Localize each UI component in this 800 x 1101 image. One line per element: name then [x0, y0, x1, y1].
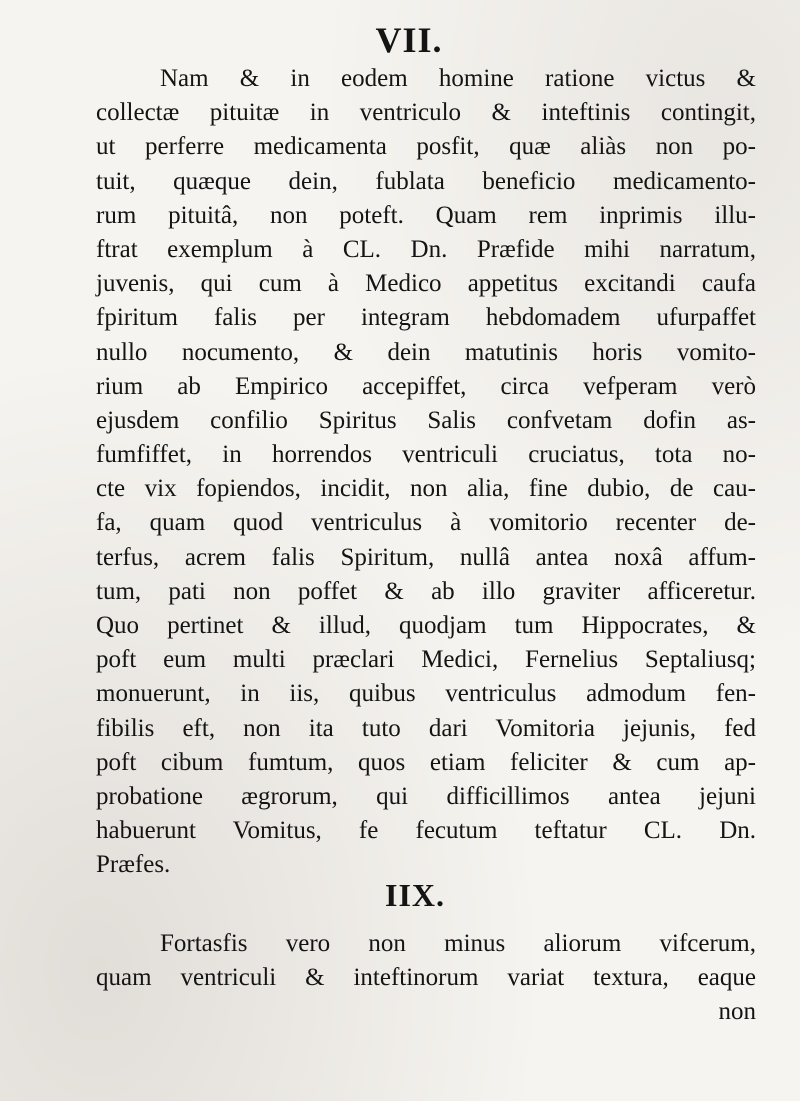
text-line: quam ventriculi & inteftinorum variat textura, eaque [96, 964, 756, 992]
text-line: Quo pertinet & illud, quodjam tum Hippocrates, & [96, 612, 756, 639]
text-line: fa, quam quod ventriculus à vomitorio recenter de- [96, 509, 756, 537]
text-line: probatione ægrorum, qui difficillimos antea jejuni [96, 782, 756, 810]
text-line: tum, pati non poffet & ab illo graviter afficeretur. [96, 577, 756, 605]
text-line: juvenis, qui cum à Medico appetitus excitandi caufa [96, 270, 756, 298]
text-line: Præfes. [96, 851, 171, 879]
section-iix-text [96, 931, 756, 1034]
text-line: rum pituitâ, non poteft. Quam rem inprimis illu- [96, 201, 756, 229]
section-number-vii: VII. [375, 20, 443, 60]
section-number-iix: IIX. [384, 877, 445, 913]
text-line: ftrat exemplum à CL. Dn. Præfide mihi narratum, [96, 235, 756, 263]
text-line: fumfiffet, in horrendos ventriculi cruciatus, tota no- [96, 441, 756, 469]
text-line: nullo nocumento, & dein matutinis horis vomito- [96, 338, 756, 366]
text-line: terfus, acrem falis Spiritum, nullâ antea noxâ affum- [96, 543, 756, 571]
text-line: collectæ pituitæ in ventriculo & inteftinis contingit, [96, 99, 756, 127]
text-line: ut perferre medicamenta posfit, quæ aliàs non po- [96, 133, 756, 161]
text-line: monuerunt, in iis, quibus ventriculus admodum fen- [96, 680, 756, 708]
text-line: poft cibum fumtum, quos etiam feliciter & cum ap- [96, 748, 756, 776]
text-line: cte vix fopiendos, incidit, non alia, fine dubio, de cau- [96, 475, 756, 503]
text-line: ejusdem confilio Spiritus Salis confvetam dofin as- [96, 406, 756, 434]
text-line: Nam & in eodem homine ratione victus & [160, 65, 756, 92]
text-line: Fortasfis vero non minus aliorum vifcerum, [160, 930, 756, 957]
text-line: fibilis eft, non ita tuto dari Vomitoria jejunis, fed [96, 714, 756, 742]
text-line: rium ab Empirico accepiffet, circa vefperam verò [96, 372, 756, 400]
text-line: habuerunt Vomitus, fe fecutum teftatur CL. Dn. [96, 817, 756, 845]
text-line: poft eum multi præclari Medici, Fernelius Septaliusq; [96, 646, 756, 674]
catchword: non [718, 998, 756, 1026]
text-line: fpiritum falis per integram hebdomadem ufurpaffet [96, 304, 756, 332]
section-vii-text [96, 66, 756, 887]
text-line: tuit, quæque dein, fublata beneficio medicamento- [96, 167, 756, 195]
